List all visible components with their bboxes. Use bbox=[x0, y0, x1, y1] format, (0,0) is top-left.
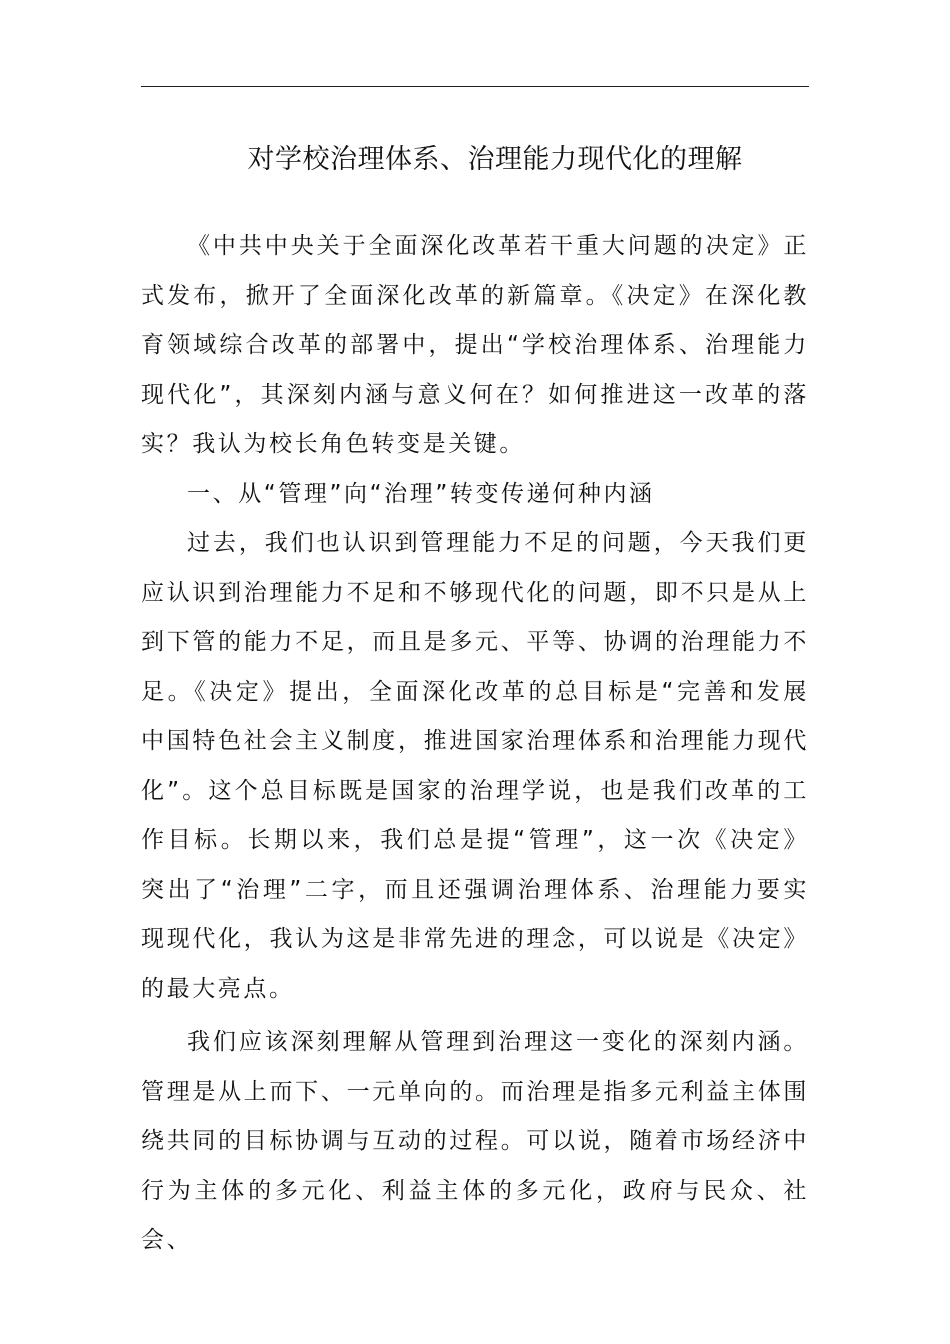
paragraph-management-vs-governance: 我们应该深刻理解从管理到治理这一变化的深刻内涵。管理是从上而下、一元单向的。而治理是指多元利益主体围绕共同的目标协调与互动的过程。可以说，随着市场经济中行为主体的多元化、利益主体的多元化，政府与民众、社会、 bbox=[141, 1029, 809, 1253]
paragraph-intro: 《中共中央关于全面深化改革若干重大问题的决定》正式发布，掀开了全面深化改革的新篇章。《决定》在深化教育领域综合改革的部署中，提出“学校治理体系、治理能力现代化”，其深刻内涵与意义何在？如何推进这一改革的落实？我认为校长角色转变是关键。 bbox=[141, 233, 809, 457]
paragraph-past-management: 过去，我们也认识到管理能力不足的问题，今天我们更应认识到治理能力不足和不够现代化的问题，即不只是从上到下管的能力不足，而且是多元、平等、协调的治理能力不足。《决定》提出，全面深化改革的总目标是“完善和发展中国特色社会主义制度，推进国家治理体系和治理能力现代化”。这个总目标既是国家的治理学说，也是我们改革的工作目标。长期以来，我们总是提“管理”，这一次《决定》突出了“治理”二字，而且还强调治理体系、治理能力要实现现代化，我认为这是非常先进的理念，可以说是《决定》的最大亮点。 bbox=[141, 530, 809, 1002]
section-heading-1: 一、从“管理”向“治理”转变传递何种内涵 bbox=[187, 480, 655, 507]
header-rule bbox=[141, 86, 809, 87]
document-body bbox=[141, 222, 809, 1266]
document-title: 对学校治理体系、治理能力现代化的理解 bbox=[247, 144, 743, 175]
